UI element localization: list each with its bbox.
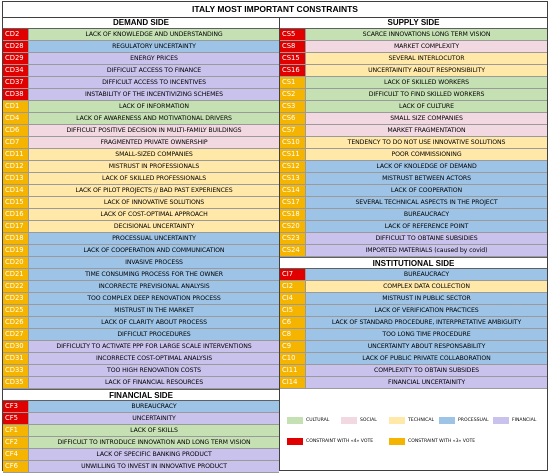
legend-label-technical: TECHNICAL bbox=[408, 418, 435, 423]
table-row bbox=[280, 341, 547, 353]
constraint-code: CD28 bbox=[3, 41, 29, 52]
constraint-label: LACK OF CULTURE bbox=[306, 101, 547, 112]
table-row bbox=[3, 149, 279, 161]
constraint-label: FRAGMENTED PRIVATE OWNERSHIP bbox=[29, 137, 279, 148]
table-row bbox=[280, 245, 547, 257]
constraint-code: CD20 bbox=[3, 257, 29, 268]
constraint-label: LACK OF PUBLIC PRIVATE COLLABORATION bbox=[306, 353, 547, 364]
table-row bbox=[3, 161, 279, 173]
table-row bbox=[3, 449, 279, 461]
constraint-label: LACK OF VERIFICATION PRACTICES bbox=[306, 305, 547, 316]
constraint-label: DECISIONAL UNCERTAINTY bbox=[29, 221, 279, 232]
table-row bbox=[3, 185, 279, 197]
constraint-label: DIFFICULT TO OBTAINE SUBSIDIES bbox=[306, 233, 547, 244]
constraint-code: CD26 bbox=[3, 317, 29, 328]
table-row bbox=[280, 161, 547, 173]
constraint-code: CF6 bbox=[3, 461, 29, 472]
table-row bbox=[280, 365, 547, 377]
constraint-code: CF2 bbox=[3, 437, 29, 448]
table-row bbox=[3, 113, 279, 125]
constraint-label: MISTRUST IN PROFESSIONALS bbox=[29, 161, 279, 172]
constraint-label: LACK OF FINANCIAL RESOURCES bbox=[29, 377, 279, 388]
constraint-label: LACK OF KNOWLEDGE AND UNDERSTANDING bbox=[29, 29, 279, 40]
constraint-code: CF1 bbox=[3, 425, 29, 436]
table-row bbox=[280, 185, 547, 197]
financial-side-rows bbox=[3, 401, 279, 473]
constraint-code: CS5 bbox=[280, 29, 306, 40]
constraint-label: POOR COMMISSIONING bbox=[306, 149, 547, 160]
constraint-label: LACK OF INFORMATION bbox=[29, 101, 279, 112]
constraint-label: BUREAUCRACY bbox=[306, 269, 547, 280]
table-row bbox=[280, 353, 547, 365]
constraint-code: CI11 bbox=[280, 365, 306, 376]
table-row bbox=[3, 29, 279, 41]
constraint-label: LACK OF INNOVATIVE SOLUTIONS bbox=[29, 197, 279, 208]
table-row bbox=[280, 317, 547, 329]
constraint-label: LACK OF STANDARD PROCEDURE, INTERPRETATIVE AMBIGUITY bbox=[306, 317, 547, 328]
constraint-code: CI14 bbox=[280, 377, 306, 388]
table-row bbox=[3, 377, 279, 389]
legend-label-processual: PROCESSUAL bbox=[458, 418, 489, 423]
table-row bbox=[3, 353, 279, 365]
table-row bbox=[3, 293, 279, 305]
constraint-code: CD1 bbox=[3, 101, 29, 112]
constraint-code: CD4 bbox=[3, 113, 29, 124]
legend-swatch-cultural bbox=[287, 417, 303, 424]
constraint-code: CS15 bbox=[280, 53, 306, 64]
constraint-label: LACK OF REFERENCE POINT bbox=[306, 221, 547, 232]
constraint-label: LACK OF COST-OPTIMAL APPROACH bbox=[29, 209, 279, 220]
constraint-code: CD17 bbox=[3, 221, 29, 232]
supply-side-rows bbox=[280, 29, 547, 257]
table-row bbox=[280, 221, 547, 233]
constraint-label: SCARCE INNOVATIONS LONG TERM VISION bbox=[306, 29, 547, 40]
table-row bbox=[3, 269, 279, 281]
constraint-label: INCORRECTE COST-OPTIMAL ANALYSIS bbox=[29, 353, 279, 364]
constraint-code: CD14 bbox=[3, 185, 29, 196]
legend-swatch-social bbox=[341, 417, 357, 424]
constraint-label: UNCERTAINITY ABOUT RESPONSIBILITY bbox=[306, 65, 547, 76]
legend-vote4 bbox=[287, 438, 373, 445]
constraint-code: CS7 bbox=[280, 125, 306, 136]
constraint-label: ENERGY PRICES bbox=[29, 53, 279, 64]
table-row bbox=[280, 281, 547, 293]
constraint-code: CI7 bbox=[280, 269, 306, 280]
constraint-code: CD31 bbox=[3, 353, 29, 364]
constraint-label: SMALL SIZE COMPANIES bbox=[306, 113, 547, 124]
constraint-code: CD34 bbox=[3, 65, 29, 76]
constraint-label: BUREAUCRACY bbox=[306, 209, 547, 220]
table-row bbox=[3, 425, 279, 437]
legend-social bbox=[341, 417, 377, 424]
constraint-code: CS24 bbox=[280, 245, 306, 256]
constraint-code: CD35 bbox=[3, 377, 29, 388]
table-row bbox=[280, 197, 547, 209]
constraint-code: CS10 bbox=[280, 137, 306, 148]
table-title: ITALY MOST IMPORTANT CONSTRAINTS bbox=[3, 2, 547, 18]
table-row bbox=[3, 137, 279, 149]
constraint-code: CS23 bbox=[280, 233, 306, 244]
constraint-label: COMPLEXITY TO OBTAIN SUBSIDES bbox=[306, 365, 547, 376]
constraint-label: UNCERTAINTY ABOUT RESPONSABILITY bbox=[306, 341, 547, 352]
constraint-code: CD22 bbox=[3, 281, 29, 292]
constraint-label: INCORRECTE PREVISIONAL ANALYSIS bbox=[29, 281, 279, 292]
table-row bbox=[3, 209, 279, 221]
constraint-label: LACK OF SPECIFIC BANKING PRODUCT bbox=[29, 449, 279, 460]
constraint-label: LACK OF SKILLS bbox=[29, 425, 279, 436]
table-row bbox=[3, 281, 279, 293]
table-row bbox=[3, 41, 279, 53]
legend-label-social: SOCIAL bbox=[360, 418, 377, 423]
constraint-label: COMPLEX DATA COLLECTION bbox=[306, 281, 547, 292]
constraint-code: C9 bbox=[280, 341, 306, 352]
constraint-label: SEVERAL INTERLOCUTOR bbox=[306, 53, 547, 64]
constraint-label: MARKET COMPLEXITY bbox=[306, 41, 547, 52]
constraint-code: CD23 bbox=[3, 293, 29, 304]
table-row bbox=[280, 29, 547, 41]
constraint-code: CD29 bbox=[3, 53, 29, 64]
institutional-side-rows bbox=[280, 269, 547, 389]
constraint-label: LACK OF AWARENESS AND MOTIVATIONAL DRIVERS bbox=[29, 113, 279, 124]
constraint-label: TENDENCY TO DO NOT USE INNOVATIVE SOLUTIONS bbox=[306, 137, 547, 148]
constraint-code: CD13 bbox=[3, 173, 29, 184]
constraint-code: CF3 bbox=[3, 401, 29, 412]
legend-swatch-financial bbox=[493, 417, 509, 424]
constraint-label: MISTRUST BETWEEN ACTORS bbox=[306, 173, 547, 184]
constraint-code: CS17 bbox=[280, 197, 306, 208]
constraint-label: TIME CONSUMING PROCESS FOR THE OWNER bbox=[29, 269, 279, 280]
constraint-label: TOO COMPLEX DEEP RENOVATION PROCESS bbox=[29, 293, 279, 304]
constraint-label: MISTRUST IN THE MARKET bbox=[29, 305, 279, 316]
constraint-code: CS3 bbox=[280, 101, 306, 112]
table-row bbox=[280, 377, 547, 389]
constraint-code: CD21 bbox=[3, 269, 29, 280]
constraint-label: LACK OF SKILLED WORKERS bbox=[306, 77, 547, 88]
constraint-label: DIFFICULTY TO ACTIVATE PPP FOR LARGE SCALE INTERVENTIONS bbox=[29, 341, 279, 352]
constraint-label: UNWILLING TO INVEST IN INNOVATIVE PRODUCT bbox=[29, 461, 279, 472]
table-row bbox=[280, 125, 547, 137]
constraint-code: CI4 bbox=[280, 293, 306, 304]
table-row bbox=[3, 221, 279, 233]
constraint-code: CD11 bbox=[3, 149, 29, 160]
demand-side-rows bbox=[3, 29, 279, 389]
constraint-code: CD16 bbox=[3, 209, 29, 220]
constraint-code: C8 bbox=[280, 329, 306, 340]
table-row bbox=[280, 41, 547, 53]
constraint-code: CD2 bbox=[3, 29, 29, 40]
constraint-code: CS8 bbox=[280, 41, 306, 52]
constraint-code: CS18 bbox=[280, 209, 306, 220]
constraint-code: CD6 bbox=[3, 125, 29, 136]
table-row bbox=[280, 293, 547, 305]
legend-swatch-processual bbox=[439, 417, 455, 424]
legend-label-vote4: CONSTRAINT WITH «4» VOTE bbox=[306, 439, 374, 444]
table-row bbox=[280, 173, 547, 185]
institutional-side-heading: INSTITUTIONAL SIDE bbox=[280, 257, 547, 269]
constraint-label: IMPORTED MATERIALS (caused by covid) bbox=[306, 245, 547, 256]
table-row bbox=[3, 245, 279, 257]
table-row bbox=[3, 65, 279, 77]
table-row bbox=[3, 437, 279, 449]
constraint-label: LACK OF CLARITY ABOUT PROCESS bbox=[29, 317, 279, 328]
table-row bbox=[3, 173, 279, 185]
legend bbox=[281, 412, 547, 470]
constraint-label: FINANCIAL UNCERTAINITY bbox=[306, 377, 547, 388]
constraint-label: INVASIVE PROCESS bbox=[29, 257, 279, 268]
constraint-label: DIFFICULT ACCESS TO INCENTIVES bbox=[29, 77, 279, 88]
constraint-code: CS14 bbox=[280, 185, 306, 196]
constraint-code: CS16 bbox=[280, 65, 306, 76]
constraint-code: CI2 bbox=[280, 281, 306, 292]
constraint-label: DIFFICULT POSITIVE DECISION IN MULTI-FAMILY BUILDINGS bbox=[29, 125, 279, 136]
table-row bbox=[3, 305, 279, 317]
table-row bbox=[3, 53, 279, 65]
constraint-code: CD30 bbox=[3, 341, 29, 352]
constraint-code: CS6 bbox=[280, 113, 306, 124]
table-row bbox=[3, 125, 279, 137]
table-row bbox=[3, 341, 279, 353]
legend-label-vote3: CONSTRAINT WITH «3» VOTE bbox=[408, 439, 476, 444]
constraint-code: CF4 bbox=[3, 449, 29, 460]
constraint-label: UNCERTAINITY bbox=[29, 413, 279, 424]
constraint-code: CD18 bbox=[3, 233, 29, 244]
legend-label-cultural: CULTURAL bbox=[306, 418, 330, 423]
constraints-table bbox=[2, 1, 548, 471]
constraint-label: MISTRUST IN PUBLIC SECTOR bbox=[306, 293, 547, 304]
table-row bbox=[280, 89, 547, 101]
financial-side-heading: FINANCIAL SIDE bbox=[3, 389, 279, 401]
constraint-code: CD37 bbox=[3, 77, 29, 88]
constraint-code: CI5 bbox=[280, 305, 306, 316]
legend-label-financial: FINANCIAL bbox=[512, 418, 537, 423]
constraint-code: C10 bbox=[280, 353, 306, 364]
constraint-code: CS12 bbox=[280, 161, 306, 172]
legend-swatch-vote4 bbox=[287, 438, 303, 445]
table-row bbox=[3, 233, 279, 245]
constraint-code: CD38 bbox=[3, 89, 29, 100]
constraint-label: LACK OF COOPERATION AND COMMUNICATION bbox=[29, 245, 279, 256]
constraint-code: CD33 bbox=[3, 365, 29, 376]
legend-financial bbox=[493, 417, 536, 424]
legend-processual bbox=[439, 417, 489, 424]
table-row bbox=[280, 305, 547, 317]
legend-swatch-technical bbox=[389, 417, 405, 424]
table-row bbox=[3, 365, 279, 377]
table-row bbox=[280, 149, 547, 161]
constraint-code: CS11 bbox=[280, 149, 306, 160]
constraint-code: CS20 bbox=[280, 221, 306, 232]
constraint-code: CD12 bbox=[3, 161, 29, 172]
constraint-code: C6 bbox=[280, 317, 306, 328]
table-row bbox=[3, 77, 279, 89]
table-row bbox=[3, 257, 279, 269]
table-row bbox=[280, 209, 547, 221]
table-row bbox=[3, 89, 279, 101]
constraint-label: LACK OF KNOLEDGE OF DEMAND bbox=[306, 161, 547, 172]
constraint-label: DIFFICULT TO INTRODUCE INNOVATION AND LONG TERM VISION bbox=[29, 437, 279, 448]
constraint-code: CD19 bbox=[3, 245, 29, 256]
table-row bbox=[280, 329, 547, 341]
constraint-code: CD25 bbox=[3, 305, 29, 316]
constraint-label: DIFFICULT TO FIND SKILLED WORKERS bbox=[306, 89, 547, 100]
constraint-label: LACK OF COOPERATION bbox=[306, 185, 547, 196]
constraint-label: SMALL-SIZED COMPANIES bbox=[29, 149, 279, 160]
table-row bbox=[280, 269, 547, 281]
constraint-label: LACK OF SKILLED PROFESSIONALS bbox=[29, 173, 279, 184]
constraint-label: MARKET FRAGMENTATION bbox=[306, 125, 547, 136]
constraint-label: BUREAUCRACY bbox=[29, 401, 279, 412]
constraint-label: INSTABILITY OF THE INCENTIVIZING SCHEMES bbox=[29, 89, 279, 100]
table-row bbox=[280, 137, 547, 149]
constraint-code: CS2 bbox=[280, 89, 306, 100]
constraint-label: DIFFICULT ACCESS TO FINANCE bbox=[29, 65, 279, 76]
constraint-code: CD27 bbox=[3, 329, 29, 340]
legend-cultural bbox=[287, 417, 329, 424]
constraint-code: CS13 bbox=[280, 173, 306, 184]
table-row bbox=[280, 113, 547, 125]
table-row bbox=[3, 317, 279, 329]
table-row bbox=[3, 401, 279, 413]
constraint-label: DIFFICULT PROCEDURES bbox=[29, 329, 279, 340]
constraint-label: TOO LONG TIME PROCEDURE bbox=[306, 329, 547, 340]
table-row bbox=[3, 413, 279, 425]
constraint-label: PROCESSUAL UNCERTAINTY bbox=[29, 233, 279, 244]
table-row bbox=[280, 233, 547, 245]
constraint-code: CF5 bbox=[3, 413, 29, 424]
left-column bbox=[3, 17, 279, 473]
right-column bbox=[280, 17, 547, 389]
constraint-code: CS1 bbox=[280, 77, 306, 88]
constraint-label: TOO HIGH RENOVATION COSTS bbox=[29, 365, 279, 376]
table-row bbox=[280, 101, 547, 113]
table-row bbox=[3, 101, 279, 113]
demand-side-heading: DEMAND SIDE bbox=[3, 17, 279, 29]
table-row bbox=[3, 197, 279, 209]
constraint-code: CD7 bbox=[3, 137, 29, 148]
constraint-label: LACK OF PILOT PROJECTS // BAD PAST EXPERIENCES bbox=[29, 185, 279, 196]
legend-technical bbox=[389, 417, 434, 424]
legend-vote3 bbox=[389, 438, 475, 445]
table-row bbox=[3, 329, 279, 341]
constraint-label: REGULATORY UNCERTAINTY bbox=[29, 41, 279, 52]
legend-swatch-vote3 bbox=[389, 438, 405, 445]
constraint-code: CD15 bbox=[3, 197, 29, 208]
table-row bbox=[3, 461, 279, 473]
table-row bbox=[280, 77, 547, 89]
table-row bbox=[280, 53, 547, 65]
supply-side-heading: SUPPLY SIDE bbox=[280, 17, 547, 29]
table-row bbox=[280, 65, 547, 77]
constraint-label: SEVERAL TECHNICAL ASPECTS IN THE PROJECT bbox=[306, 197, 547, 208]
